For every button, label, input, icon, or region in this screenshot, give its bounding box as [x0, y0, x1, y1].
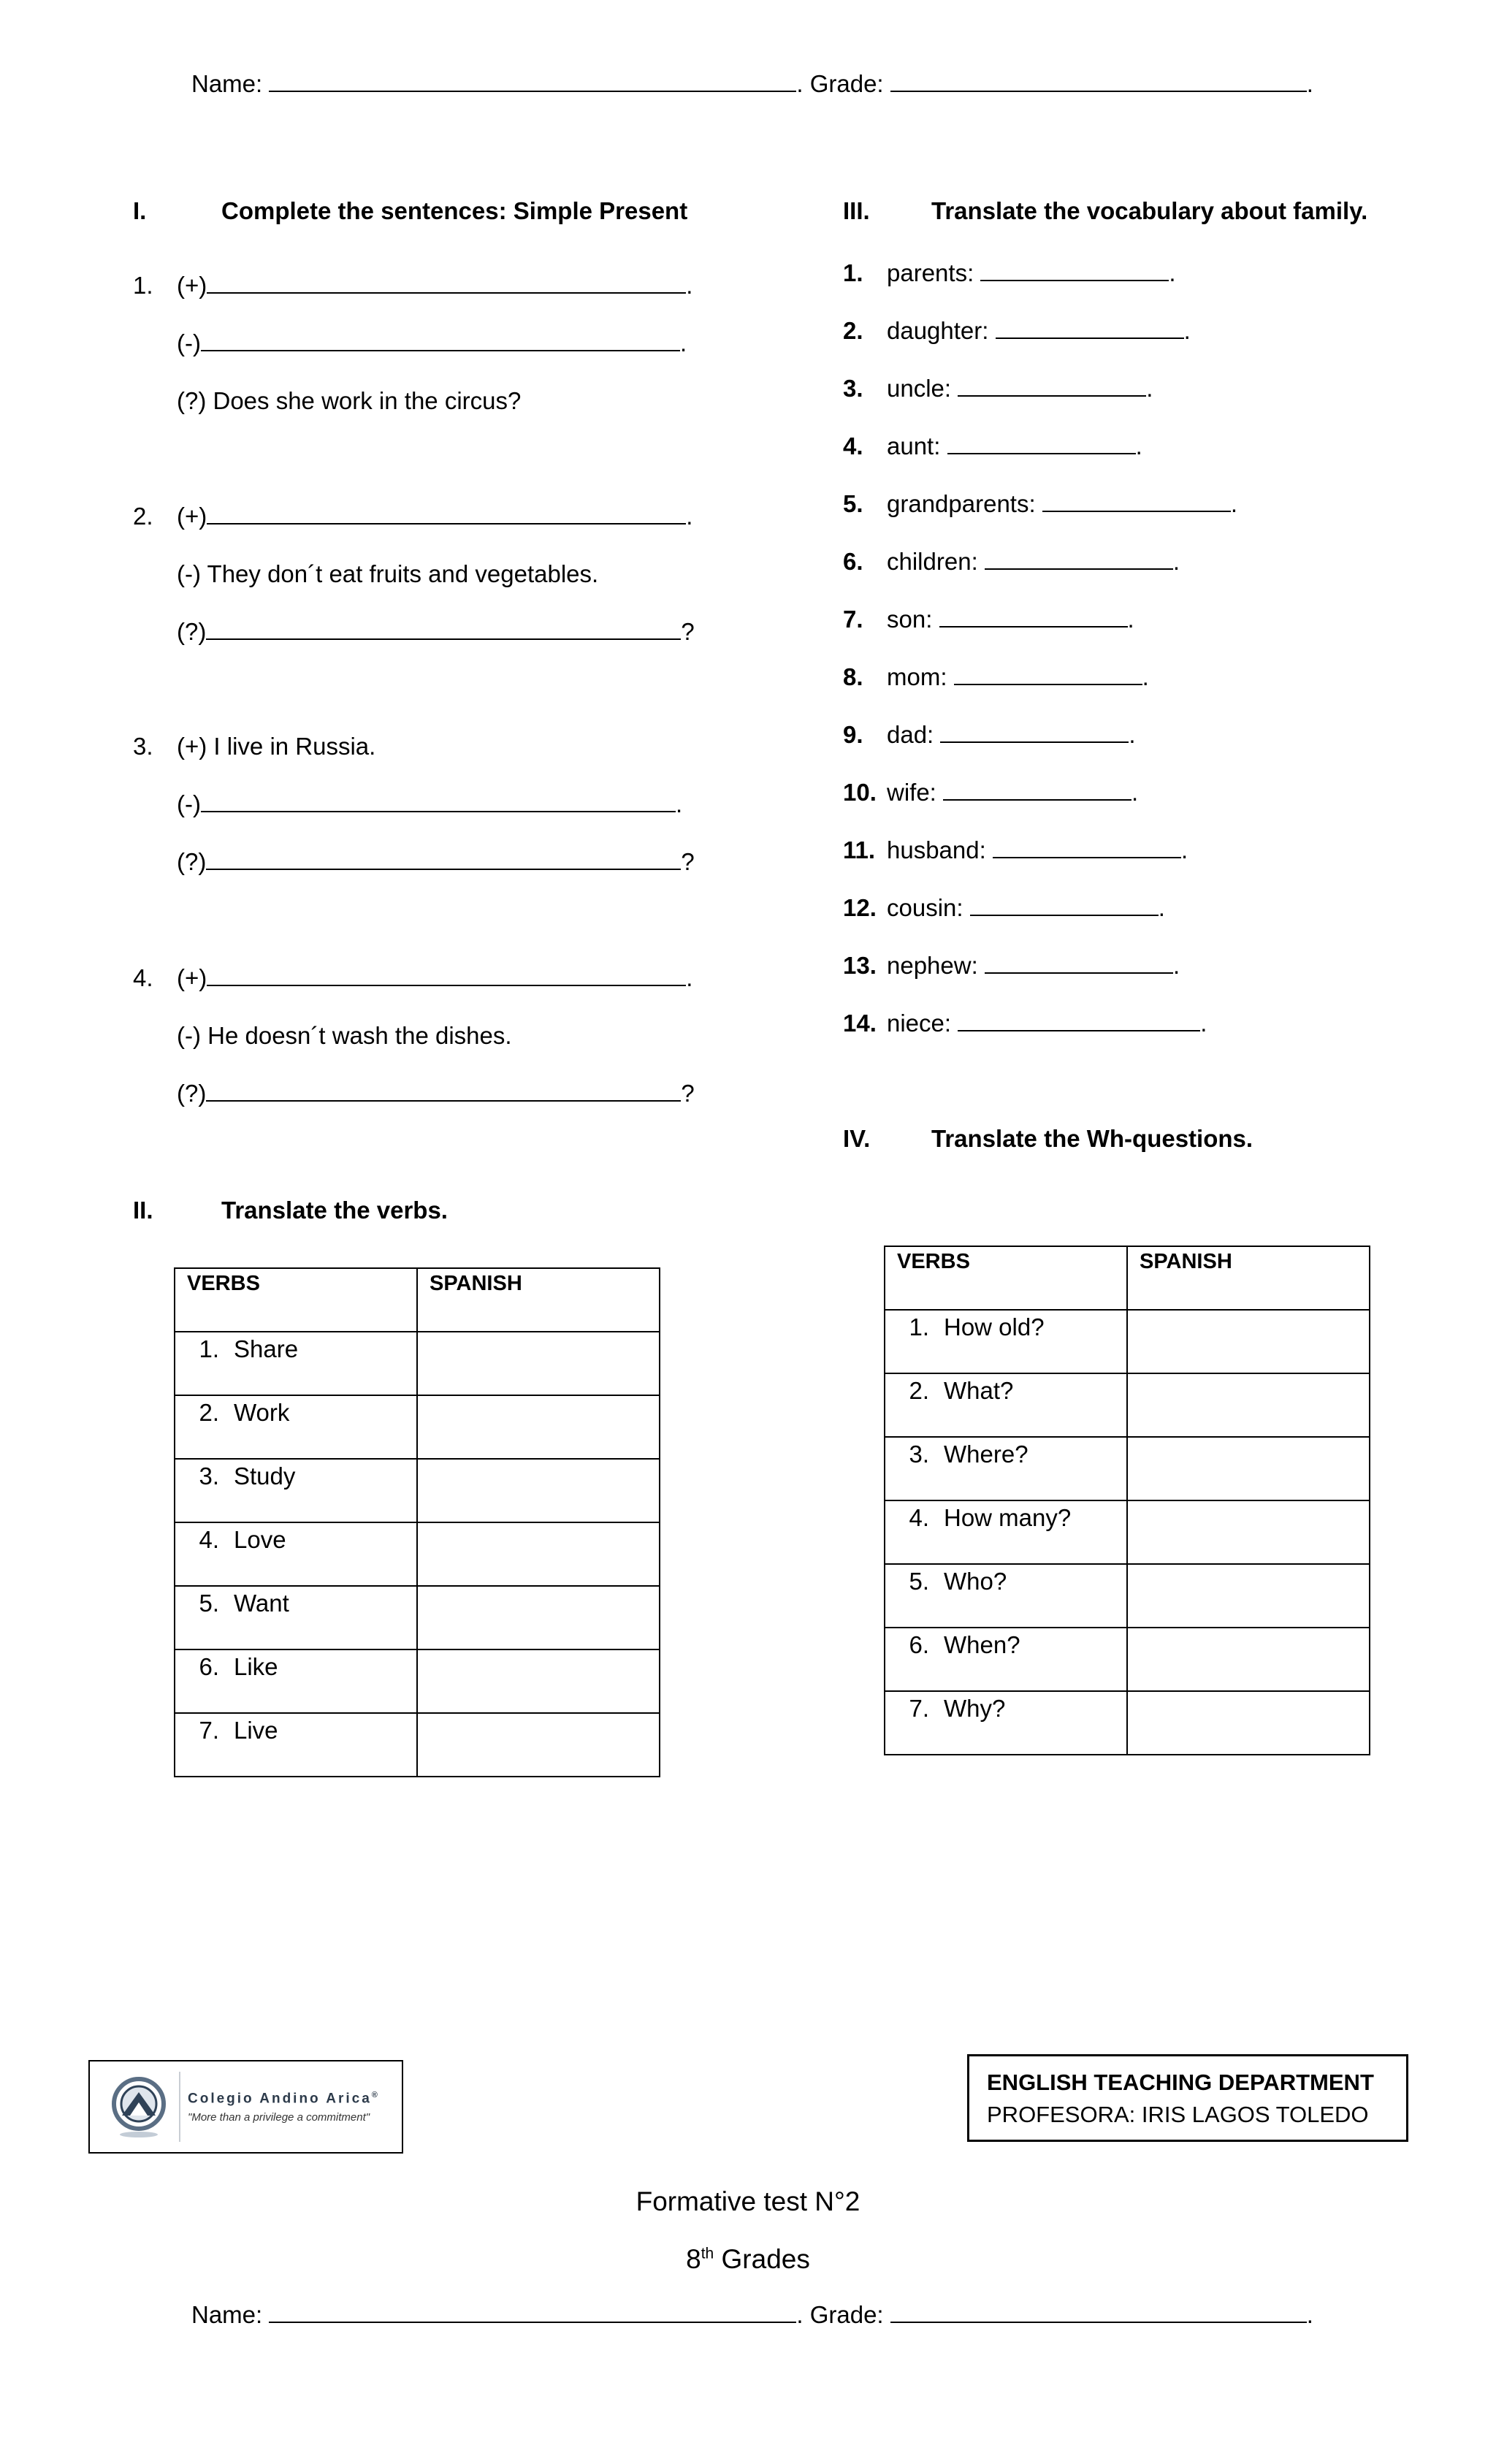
grade-blank[interactable]	[890, 2301, 1307, 2323]
family-item: 10. wife: .	[843, 779, 1139, 806]
s1-item4-question[interactable]: (?) ?	[177, 1080, 695, 1107]
spanish-answer-cell[interactable]	[417, 1713, 660, 1777]
family-item: 5. grandparents: .	[843, 490, 1237, 517]
footer-name-grade: Name: . Grade: .	[191, 2301, 1313, 2328]
spanish-header: SPANISH	[1127, 1246, 1370, 1310]
grade-label: Grade:	[809, 70, 884, 97]
wh-row: 4. How many?	[885, 1500, 1127, 1564]
family-item: 8. mom: .	[843, 663, 1149, 690]
family-item: 11. husband: .	[843, 836, 1188, 863]
family-item: 6. children: .	[843, 548, 1180, 575]
s1-item2-plus[interactable]: (+) .	[177, 503, 693, 530]
spanish-answer-cell[interactable]	[1127, 1373, 1370, 1437]
wh-row: 6. When?	[885, 1628, 1127, 1691]
wh-row: 7. Why?	[885, 1691, 1127, 1755]
grade-heading: 8th Grades	[686, 2244, 810, 2274]
spanish-answer-cell[interactable]	[1127, 1310, 1370, 1373]
spanish-answer-cell[interactable]	[1127, 1437, 1370, 1500]
logo-emblem-icon	[106, 2070, 172, 2143]
s1-item1-plus[interactable]: (+) .	[177, 272, 693, 299]
family-item: 14. niece: .	[843, 1010, 1207, 1037]
s1-item4-num: 4.	[133, 964, 153, 991]
school-logo	[88, 2060, 403, 2154]
family-item: 7. son: .	[843, 606, 1134, 633]
spanish-answer-cell[interactable]	[417, 1459, 660, 1522]
test-title: Formative test N°2	[636, 2186, 860, 2216]
logo-name: Colegio Andino Arica	[188, 2091, 372, 2107]
family-item: 9. dad: .	[843, 721, 1136, 748]
family-item: 3. uncle: .	[843, 375, 1153, 402]
s1-item1-minus[interactable]: (-) .	[177, 329, 687, 356]
spanish-answer-cell[interactable]	[417, 1522, 660, 1586]
spanish-answer-cell[interactable]	[417, 1586, 660, 1649]
spanish-answer-cell[interactable]	[417, 1332, 660, 1395]
name-label: Name:	[191, 2301, 263, 2328]
header-name-grade: Name: . Grade: .	[191, 70, 1313, 97]
verb-row: 2. Work	[175, 1395, 417, 1459]
s1-item3-question[interactable]: (?) ?	[177, 848, 695, 875]
s1-item1-num: 1.	[133, 272, 153, 299]
wh-row: 5. Who?	[885, 1564, 1127, 1628]
s1-item4-plus[interactable]: (+) .	[177, 964, 693, 991]
spanish-answer-cell[interactable]	[1127, 1500, 1370, 1564]
s1-item3-minus[interactable]: (-) .	[177, 790, 683, 817]
wh-row: 1. How old?	[885, 1310, 1127, 1373]
family-item: 2. daughter: .	[843, 317, 1191, 344]
section-2-title: Translate the verbs.	[221, 1197, 448, 1224]
wh-row: 3. Where?	[885, 1437, 1127, 1500]
spanish-answer-cell[interactable]	[417, 1649, 660, 1713]
section-4-numeral: IV.	[843, 1125, 871, 1152]
department-box	[967, 2054, 1408, 2142]
s1-item2-question[interactable]: (?) ?	[177, 618, 695, 645]
spanish-header: SPANISH	[417, 1268, 660, 1332]
family-item: 12. cousin: .	[843, 894, 1165, 921]
verbs-header: VERBS	[885, 1246, 1127, 1310]
section-3-title: Translate the vocabulary about family.	[931, 197, 1368, 224]
spanish-answer-cell[interactable]	[1127, 1564, 1370, 1628]
wh-questions-table	[884, 1246, 1370, 1755]
logo-registered-mark: ®	[371, 2091, 380, 2099]
section-1-title: Complete the sentences: Simple Present	[221, 197, 688, 224]
verb-row: 7. Live	[175, 1713, 417, 1777]
department-title: ENGLISH TEACHING DEPARTMENT	[987, 2070, 1374, 2095]
logo-slogan: "More than a privilege a commitment"	[188, 2111, 370, 2124]
name-blank[interactable]	[269, 70, 796, 92]
verb-row: 4. Love	[175, 1522, 417, 1586]
s1-item2-given: (-) They don´t eat fruits and vegetables.	[177, 560, 599, 587]
name-label: Name:	[191, 70, 263, 97]
teacher-name: PROFESORA: IRIS LAGOS TOLEDO	[987, 2102, 1369, 2127]
verbs-table	[174, 1267, 660, 1777]
section-1-numeral: I.	[133, 197, 147, 224]
s1-item3-num: 3.	[133, 733, 153, 760]
spanish-answer-cell[interactable]	[417, 1395, 660, 1459]
wh-row: 2. What?	[885, 1373, 1127, 1437]
grade-blank[interactable]	[890, 70, 1307, 92]
spanish-answer-cell[interactable]	[1127, 1628, 1370, 1691]
family-item: 1. parents: .	[843, 259, 1176, 286]
family-item: 13. nephew: .	[843, 952, 1180, 979]
section-4-title: Translate the Wh-questions.	[931, 1125, 1253, 1152]
section-3-numeral: III.	[843, 197, 870, 224]
s1-item3-given: (+) I live in Russia.	[177, 733, 376, 760]
s1-item2-num: 2.	[133, 503, 153, 530]
section-2-numeral: II.	[133, 1197, 153, 1224]
spanish-answer-cell[interactable]	[1127, 1691, 1370, 1755]
family-item: 4. aunt: .	[843, 432, 1142, 459]
s1-item1-given: (?) Does she work in the circus?	[177, 387, 522, 414]
name-blank[interactable]	[269, 2301, 796, 2323]
verb-row: 6. Like	[175, 1649, 417, 1713]
verb-row: 1. Share	[175, 1332, 417, 1395]
grade-label: Grade:	[809, 2301, 884, 2328]
verb-row: 3. Study	[175, 1459, 417, 1522]
verb-row: 5. Want	[175, 1586, 417, 1649]
verbs-header: VERBS	[175, 1268, 417, 1332]
s1-item4-given: (-) He doesn´t wash the dishes.	[177, 1022, 512, 1049]
